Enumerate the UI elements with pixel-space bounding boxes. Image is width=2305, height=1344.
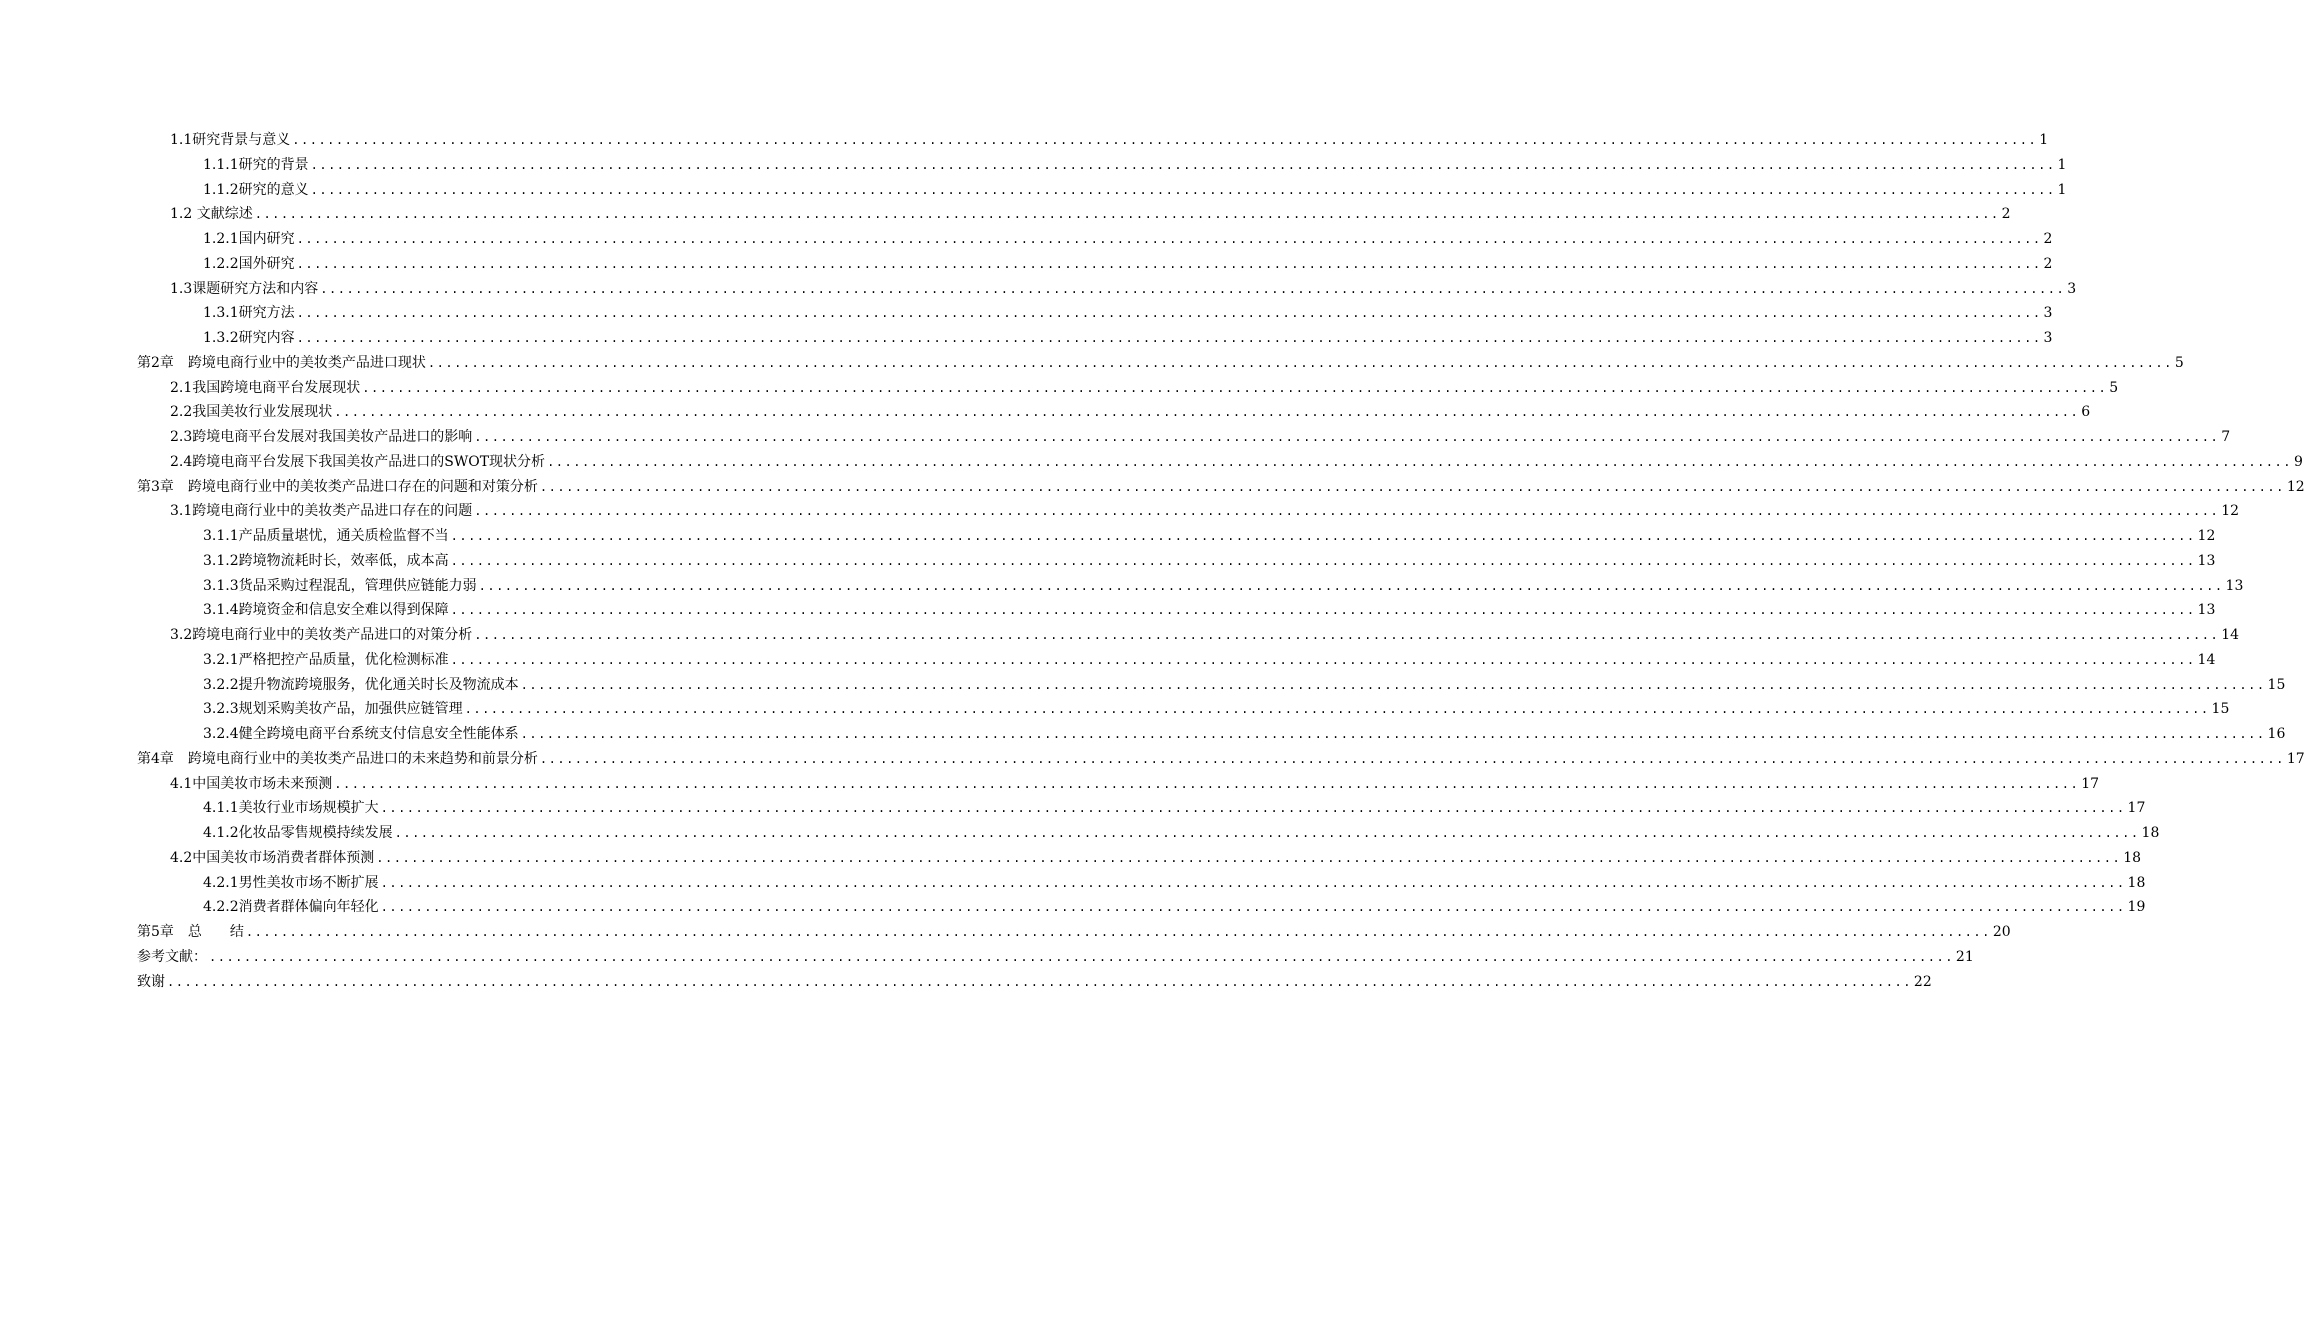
toc-entry-title: 4.2中国美妆市场消费者群体预测 bbox=[170, 849, 375, 866]
toc-leader-dots: ........................................................................................................................................................................................................ bbox=[547, 454, 2292, 469]
toc-entry-page-number: 15 bbox=[2211, 701, 2230, 718]
toc-entry-page-number: 5 bbox=[2174, 354, 2184, 371]
toc-entry[interactable] bbox=[0, 375, 2119, 397]
toc-entry[interactable] bbox=[0, 696, 2230, 718]
toc-entry[interactable] bbox=[0, 622, 2240, 644]
toc-entry-page-number: 1 bbox=[2039, 132, 2049, 148]
toc-entry-title: 2.1我国跨境电商平台发展现状 bbox=[170, 379, 361, 396]
toc-entry-title: 4.2.2消费者群体偏向年轻化 bbox=[203, 899, 379, 916]
toc-entry[interactable] bbox=[0, 820, 2160, 842]
toc-entry-title: 1.1.1研究的背景 bbox=[203, 156, 309, 173]
toc-entry-page-number: 13 bbox=[2225, 577, 2244, 594]
toc-leader-dots: ........................................................................................................................................................................................................ bbox=[310, 157, 2056, 172]
toc-leader-dots: ........................................................................................................................................................................................................ bbox=[450, 553, 2196, 568]
toc-leader-dots: ........................................................................................................................................................................................................ bbox=[167, 974, 1912, 989]
toc-entry-page-number: 20 bbox=[1992, 924, 2011, 940]
toc-leader-dots: ........................................................................................................................................................................................................ bbox=[474, 628, 2220, 642]
toc-entry[interactable] bbox=[0, 944, 1974, 966]
toc-entry-title: 3.1.4跨境资金和信息安全难以得到保障 bbox=[203, 602, 449, 619]
toc-entry-page-number: 12 bbox=[2221, 503, 2240, 520]
toc-entry[interactable] bbox=[0, 399, 2091, 421]
toc-leader-dots: ........................................................................................................................................................................................................ bbox=[209, 949, 1954, 964]
toc-leader-dots: ........................................................................................................................................................................................................ bbox=[296, 232, 2042, 246]
toc-leader-dots: ........................................................................................................................................................................................................ bbox=[362, 380, 2108, 395]
toc-leader-dots: ........................................................................................................................................................................................................ bbox=[539, 751, 2285, 766]
toc-entry-page-number: 22 bbox=[1913, 973, 1932, 990]
toc-leader-dots: ........................................................................................................................................................................................................ bbox=[376, 850, 2122, 865]
toc-entry-page-number: 2 bbox=[2043, 231, 2053, 247]
toc-entry[interactable] bbox=[0, 548, 2216, 570]
toc-entry[interactable] bbox=[0, 251, 2053, 273]
toc-leader-dots: ........................................................................................................................................................................................................ bbox=[450, 652, 2196, 667]
toc-entry-title: 1.3.1研究方法 bbox=[203, 305, 295, 322]
toc-entry[interactable] bbox=[0, 177, 2067, 199]
toc-leader-dots: ........................................................................................................................................................................................................ bbox=[296, 256, 2042, 271]
toc-entry-page-number: 14 bbox=[2197, 651, 2216, 668]
toc-entry-page-number: 18 bbox=[2127, 874, 2146, 891]
toc-entry[interactable] bbox=[0, 300, 2053, 322]
toc-entry[interactable] bbox=[0, 647, 2216, 669]
toc-entry[interactable] bbox=[0, 276, 2077, 298]
toc-entry[interactable] bbox=[0, 771, 2100, 793]
toc-entry-page-number: 12 bbox=[2286, 478, 2305, 495]
toc-leader-dots: ........................................................................................................................................................................................................ bbox=[380, 801, 2126, 816]
toc-entry[interactable] bbox=[0, 350, 2184, 372]
toc-leader-dots: ........................................................................................................................................................................................................ bbox=[450, 529, 2196, 543]
toc-entry[interactable] bbox=[0, 449, 2303, 471]
toc-leader-dots: ........................................................................................................................................................................................................ bbox=[254, 207, 2000, 222]
toc-entry-title: 1.2.2国外研究 bbox=[203, 255, 295, 272]
toc-entry[interactable] bbox=[0, 969, 1932, 991]
toc-entry[interactable] bbox=[0, 424, 2231, 446]
toc-entry-title: 3.2.3规划采购美妆产品，加强供应链管理 bbox=[203, 701, 463, 718]
toc-leader-dots: ........................................................................................................................................................................................................ bbox=[474, 430, 2220, 444]
toc-entry[interactable] bbox=[0, 201, 2011, 223]
toc-leader-dots: ........................................................................................................................................................................................................ bbox=[296, 331, 2042, 345]
toc-entry-title: 3.2.4健全跨境电商平台系统支付信息安全性能体系 bbox=[203, 726, 519, 742]
toc-entry-title: 2.3跨境电商平台发展对我国美妆产品进口的影响 bbox=[170, 429, 473, 445]
toc-leader-dots: ........................................................................................................................................................................................................ bbox=[310, 182, 2056, 197]
toc-entry[interactable] bbox=[0, 523, 2216, 545]
toc-entry-title: 第5章 总 结 bbox=[137, 924, 244, 940]
toc-leader-dots: ........................................................................................................................................................................................................ bbox=[520, 677, 2266, 692]
toc-leader-dots: ........................................................................................................................................................................................................ bbox=[450, 603, 2196, 618]
toc-entry-title: 1.1.2研究的意义 bbox=[203, 181, 309, 198]
toc-entry-page-number: 18 bbox=[2141, 825, 2160, 841]
toc-leader-dots: ........................................................................................................................................................................................................ bbox=[474, 504, 2220, 519]
toc-entry[interactable] bbox=[0, 894, 2146, 916]
toc-leader-dots: ........................................................................................................................................................................................................ bbox=[539, 479, 2285, 494]
toc-entry-title: 第4章 跨境电商行业中的美妆类产品进口的未来趋势和前景分析 bbox=[137, 750, 538, 767]
toc-entry-title: 1.1研究背景与意义 bbox=[170, 132, 291, 148]
toc-entry[interactable] bbox=[0, 795, 2146, 817]
toc-entry-title: 3.1跨境电商行业中的美妆类产品进口存在的问题 bbox=[170, 503, 473, 520]
toc-entry[interactable] bbox=[0, 152, 2067, 174]
toc-entry[interactable] bbox=[0, 746, 2305, 768]
toc-entry-page-number: 5 bbox=[2109, 379, 2119, 396]
toc-entry[interactable] bbox=[0, 672, 2286, 694]
toc-entry-page-number: 17 bbox=[2286, 750, 2305, 767]
toc-leader-dots: ........................................................................................................................................................................................................ bbox=[464, 702, 2210, 717]
toc-entry-page-number: 3 bbox=[2067, 280, 2077, 297]
toc-entry-title: 第3章 跨境电商行业中的美妆类产品进口存在的问题和对策分析 bbox=[137, 478, 538, 495]
toc-entry-title: 1.3课题研究方法和内容 bbox=[170, 280, 319, 297]
toc-leader-dots: ........................................................................................................................................................................................................ bbox=[478, 578, 2224, 593]
toc-entry-title: 1.2 文献综述 bbox=[170, 206, 253, 223]
toc-entry-title: 4.1.2化妆品零售规模持续发展 bbox=[203, 825, 393, 841]
toc-entry-page-number: 19 bbox=[2127, 899, 2146, 916]
toc-leader-dots: ........................................................................................................................................................................................................ bbox=[394, 826, 2140, 840]
toc-entry-page-number: 6 bbox=[2081, 404, 2091, 421]
toc-leader-dots: ........................................................................................................................................................................................................ bbox=[292, 133, 2038, 147]
toc-entry[interactable] bbox=[0, 325, 2053, 347]
toc-entry-page-number: 3 bbox=[2043, 330, 2053, 346]
toc-entry-title: 4.1中国美妆市场未来预测 bbox=[170, 775, 333, 792]
toc-entry-page-number: 13 bbox=[2197, 552, 2216, 569]
toc-entry-title: 第2章 跨境电商行业中的美妆类产品进口现状 bbox=[137, 354, 426, 371]
toc-entry-title: 4.2.1男性美妆市场不断扩展 bbox=[203, 874, 379, 891]
toc-entry-page-number: 2 bbox=[2043, 255, 2053, 272]
toc-entry[interactable] bbox=[0, 498, 2240, 520]
toc-entry-title: 2.2我国美妆行业发展现状 bbox=[170, 404, 333, 421]
toc-leader-dots: ........................................................................................................................................................................................................ bbox=[245, 925, 1991, 939]
toc-leader-dots: ........................................................................................................................................................................................................ bbox=[320, 281, 2066, 296]
toc-entry[interactable] bbox=[0, 597, 2216, 619]
toc-entry-title: 3.2.1严格把控产品质量，优化检测标准 bbox=[203, 651, 449, 668]
toc-entry-title: 4.1.1美妆行业市场规模扩大 bbox=[203, 800, 379, 817]
toc-entry-page-number: 15 bbox=[2267, 676, 2286, 693]
toc-entry-title: 2.4跨境电商平台发展下我国美妆产品进口的SWOT现状分析 bbox=[170, 453, 546, 470]
toc-entry-page-number: 18 bbox=[2123, 849, 2142, 866]
toc-leader-dots: ........................................................................................................................................................................................................ bbox=[520, 727, 2266, 741]
toc-entry-page-number: 1 bbox=[2057, 156, 2067, 173]
toc-entry-page-number: 12 bbox=[2197, 528, 2216, 544]
toc-entry-title: 3.2.2提升物流跨境服务，优化通关时长及物流成本 bbox=[203, 676, 519, 693]
toc-entry[interactable] bbox=[0, 721, 2286, 743]
toc-entry-page-number: 7 bbox=[2221, 429, 2231, 445]
toc-entry-page-number: 14 bbox=[2221, 627, 2240, 643]
toc-entry-title: 3.1.2跨境物流耗时长，效率低，成本高 bbox=[203, 552, 449, 569]
toc-leader-dots: ........................................................................................................................................................................................................ bbox=[334, 776, 2080, 791]
toc-entry-page-number: 2 bbox=[2001, 206, 2011, 223]
toc-leader-dots: ........................................................................................................................................................................................................ bbox=[380, 875, 2126, 890]
toc-leader-dots: ........................................................................................................................................................................................................ bbox=[334, 405, 2080, 420]
toc-leader-dots: ........................................................................................................................................................................................................ bbox=[296, 306, 2042, 321]
toc-entry-page-number: 3 bbox=[2043, 305, 2053, 322]
toc-entry-page-number: 1 bbox=[2057, 181, 2067, 198]
toc-entry-page-number: 9 bbox=[2293, 453, 2303, 470]
toc-entry-page-number: 21 bbox=[1955, 948, 1974, 965]
toc-entry[interactable] bbox=[0, 226, 2053, 248]
toc-entry-page-number: 13 bbox=[2197, 602, 2216, 619]
toc-entry-title: 1.2.1国内研究 bbox=[203, 231, 295, 247]
toc-entry[interactable] bbox=[0, 127, 2049, 149]
toc-entry[interactable] bbox=[0, 573, 2244, 595]
toc-entry-page-number: 17 bbox=[2127, 800, 2146, 817]
toc-leader-dots: ........................................................................................................................................................................................................ bbox=[427, 355, 2173, 370]
toc-entry-title: 致谢 bbox=[137, 973, 165, 990]
toc-entry[interactable] bbox=[0, 845, 2142, 867]
toc-entry-title: 3.2跨境电商行业中的美妆类产品进口的对策分析 bbox=[170, 627, 473, 643]
toc-entry-title: 1.3.2研究内容 bbox=[203, 330, 295, 346]
toc-entry[interactable] bbox=[0, 474, 2305, 496]
toc-entry[interactable] bbox=[0, 919, 2011, 941]
toc-leader-dots: ........................................................................................................................................................................................................ bbox=[380, 900, 2126, 915]
toc-entry-page-number: 16 bbox=[2267, 726, 2286, 742]
toc-entry[interactable] bbox=[0, 870, 2146, 892]
toc-entry-page-number: 17 bbox=[2081, 775, 2100, 792]
toc-entry-title: 3.1.3货品采购过程混乱，管理供应链能力弱 bbox=[203, 577, 477, 594]
toc-entry-title: 参考文献： bbox=[137, 948, 207, 965]
toc-entry-title: 3.1.1产品质量堪忧，通关质检监督不当 bbox=[203, 528, 449, 544]
